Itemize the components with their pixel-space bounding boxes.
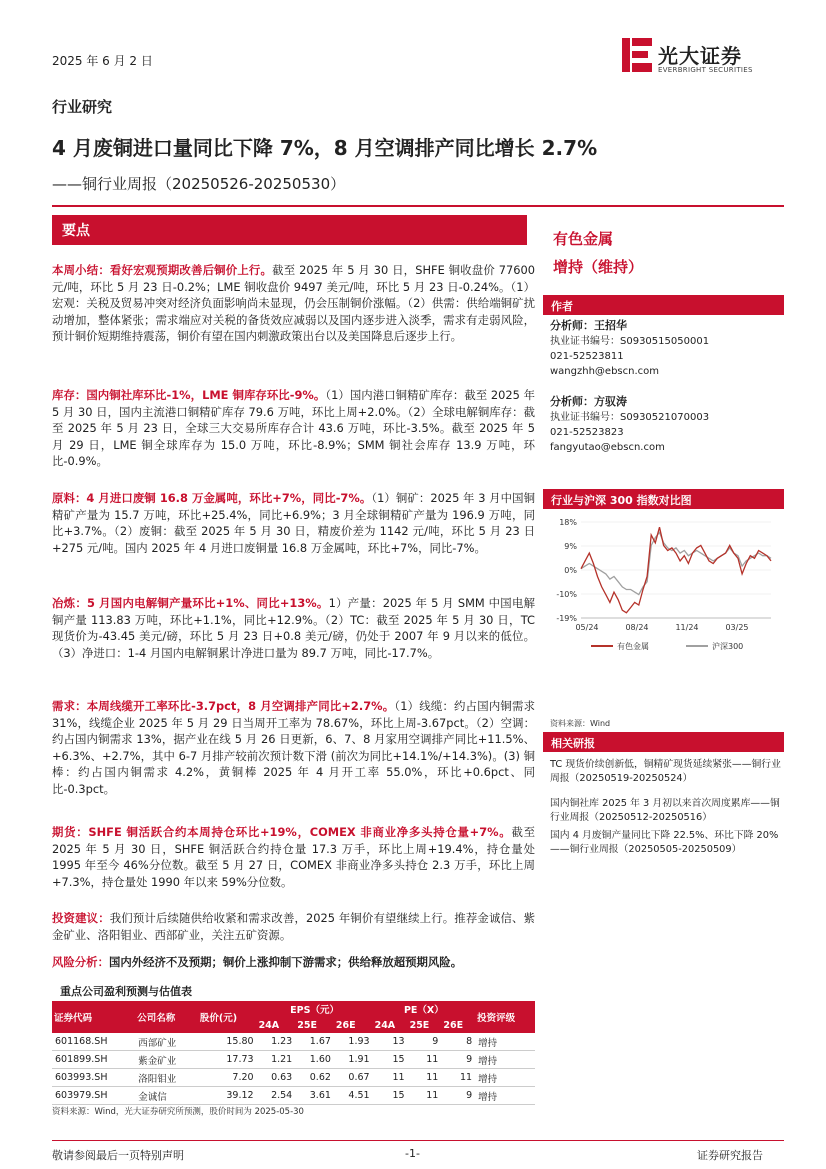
cell-pe: 11 (373, 1069, 408, 1087)
related-header (543, 732, 784, 752)
demand-paragraph: 需求：本周线缆开工率环比-3.7pct，8 月空调排产同比+2.7%。（1）线缆：约占国内铜需求 31%，线缆企业 2025 年 5 月 29 日当周开工率为 78.67%，环比上周-3.67pct。（2）空调：约占国内铜需求 13%，据产业在线 5 月 26 日更新，6、7、8 月家用空调排产同比+11.5%、+6.3%、+2.7%，其中 6-7 月排产较前次预计数下滑 (前次为同比+14.1%/+14.3%)。(3) 铜棒：约占国内铜需求 4.2%，黄铜棒 2025 年 4 月开工率 55.0%，环比+0.6pct、同比-0.3pct。 (52, 699, 535, 796)
divider (52, 205, 784, 207)
cell-pe: 11 (408, 1051, 442, 1069)
cell-pe: 11 (408, 1087, 442, 1105)
cell-name: 紫金矿业 (135, 1051, 198, 1069)
analyst-name: 分析师：方驭涛 (550, 395, 627, 408)
cell-price: 7.20 (198, 1069, 257, 1087)
cell-pe: 11 (441, 1069, 475, 1087)
cell-pe: 15 (373, 1087, 408, 1105)
performance-chart (545, 514, 785, 664)
table-title: 重点公司盈利预测与估值表 (60, 985, 192, 998)
header-price: 股价(元) (198, 1001, 257, 1033)
cell-eps: 3.61 (295, 1087, 334, 1105)
cell-name: 金诚信 (135, 1087, 198, 1105)
page-number: -1- (405, 1147, 420, 1160)
cell-code: 603979.SH (52, 1087, 135, 1105)
chart-x-tick-label: 05/24 (575, 623, 599, 632)
footer-divider (52, 1140, 784, 1141)
analyst-phone: 021-52523811 (550, 351, 624, 362)
header-eps: EPS（元） (257, 1001, 373, 1017)
header-pe: PE（X） (373, 1001, 476, 1017)
analyst-email[interactable]: fangyutao@ebscn.com (550, 442, 665, 453)
chart-series-line (581, 532, 771, 594)
table-source: 资料来源：Wind，光大证券研究所预测，股价时间为 2025-05-30 (52, 1107, 304, 1117)
cell-code: 601899.SH (52, 1051, 135, 1069)
cell-pe: 9 (408, 1033, 442, 1051)
everbright-logo (622, 36, 782, 82)
cell-eps: 0.67 (334, 1069, 373, 1087)
report-category: 行业研究 (52, 98, 113, 116)
risk-paragraph: 风险分析：国内外经济不及预期；铜价上涨抑制下游需求；供给释放超预期风险。 (52, 955, 463, 969)
cell-pe: 15 (373, 1051, 408, 1069)
authors-header (543, 295, 784, 315)
header-year: 25E (295, 1017, 334, 1033)
footer-disclaimer: 敬请参阅最后一页特别声明 (52, 1149, 184, 1162)
cell-rating: 增持 (475, 1051, 535, 1069)
chart-x-tick-label: 03/25 (725, 623, 749, 632)
cell-price: 15.80 (198, 1033, 257, 1051)
chart-y-tick-label: 0% (564, 566, 577, 575)
summary-paragraph: 本周小结：看好宏观预期改善后铜价上行。截至 2025 年 5 月 30 日，SHFE 铜收盘价 77600 元/吨，环比 5 月 23 日-0.2%；LME 铜收盘价 9497 美元/吨，环比 5 月 23 日-0.24%。（1）宏观：关税及贸易冲突对经济负面影响尚未显现，仍会压制铜价涨幅。（2）供需：供给端铜矿扰动增加，整体紧张；需求端应对关税的备货效应减弱以及国内逐步进入淡季，需求有走弱风险，预计铜价短期维持震荡，铜价有望在国内刺激政策出台以及美国降息后逐步上行。 (52, 263, 535, 344)
related-report-link[interactable]: TC 现货价续创新低，铜精矿现货延续紧张——铜行业周报（20250519-20250524） (550, 759, 781, 784)
cell-eps: 1.21 (257, 1051, 296, 1069)
investment-advice-paragraph: 投资建议：我们预计后续随供给收紧和需求改善，2025 年铜价有望继续上行。推荐金诚信、紫金矿业、洛阳钼业、西部矿业，关注五矿资源。 (52, 911, 535, 942)
earnings-table (52, 1001, 535, 1105)
header-rating: 投资评级 (475, 1001, 535, 1033)
chart-y-tick-label: 18% (559, 518, 577, 527)
table-row (52, 1033, 535, 1051)
cell-eps: 4.51 (334, 1087, 373, 1105)
cell-rating: 增持 (475, 1033, 535, 1051)
table-header-row (52, 1001, 535, 1017)
header-name: 公司名称 (135, 1001, 198, 1033)
report-subtitle: ——铜行业周报（20250526-20250530） (52, 175, 346, 193)
report-date: 2025 年 6 月 2 日 (52, 54, 153, 68)
chart-y-tick-label: -19% (556, 614, 577, 623)
related-label: 相关研报 (551, 737, 595, 750)
cell-rating: 增持 (475, 1069, 535, 1087)
chart-y-tick-label: 9% (564, 542, 577, 551)
table-row (52, 1051, 535, 1069)
chart-header (543, 489, 784, 509)
cell-price: 17.73 (198, 1051, 257, 1069)
header-year: 24A (373, 1017, 408, 1033)
cell-eps: 1.67 (295, 1033, 334, 1051)
chart-source: 资料来源：Wind (550, 719, 611, 728)
sector-name: 有色金属 (553, 230, 614, 248)
cell-pe: 9 (441, 1051, 475, 1069)
logo-text-en: EVERBRIGHT SECURITIES (658, 66, 753, 74)
chart-legend-label: 沪深300 (712, 642, 744, 651)
header-code: 证券代码 (52, 1001, 135, 1033)
chart-y-tick-label: -10% (556, 590, 577, 599)
related-report-link[interactable]: 国内 4 月废铜产量同比下降 22.5%、环比下降 20%——铜行业周报（20250505-20250509） (550, 830, 779, 855)
analyst-block (550, 318, 709, 379)
report-title: 4 月废铜进口量同比下降 7%，8 月空调排产同比增长 2.7% (52, 136, 598, 160)
chart-legend-label: 有色金属 (617, 642, 649, 651)
cell-name: 西部矿业 (135, 1033, 198, 1051)
cell-eps: 2.54 (257, 1087, 296, 1105)
analyst-cert: 执业证书编号：S0930515050001 (550, 336, 710, 347)
cell-pe: 9 (441, 1087, 475, 1105)
cell-eps: 1.60 (295, 1051, 334, 1069)
header-year: 26E (441, 1017, 475, 1033)
everbright-logo-icon (622, 36, 652, 74)
cell-eps: 0.62 (295, 1069, 334, 1087)
header-year: 25E (408, 1017, 442, 1033)
cell-eps: 1.93 (334, 1033, 373, 1051)
sector-rating: 增持（维持） (553, 258, 644, 276)
futures-paragraph: 期货：SHFE 铜活跃合约本周持仓环比+19%，COMEX 非商业净多头持仓量+7%。截至 2025 年 5 月 30 日，SHFE 铜活跃合约持仓量 17.3 万手，环比上周+19.4%，持仓量处 1995 年至今 46%分位数。截至 5 月 27 日，COMEX 非商业净多头持仓 2.3 万手，环比上周+7.3%，持仓量处 1990 年以来 59%分位数。 (52, 825, 535, 889)
cell-code: 603993.SH (52, 1069, 135, 1087)
smelting-paragraph: 冶炼：5 月国内电解铜产量环比+1%、同比+13%。1）产量：2025 年 5 月 SMM 中国电解铜产量 113.83 万吨，环比+1.1%，同比+12.9%。（2）TC：截至 2025 年 5 月 30 日，TC 现货价为-43.45 美元/磅，环比 5 月 23 日+0.8 美元/磅，仍处于 2007 年 9 月以来的低位。（3）净进口：1-4 月国内电解铜累计净进口量为 89.7 万吨，同比-17.7%。 (52, 596, 535, 660)
logo-text-cn: 光大证券 (658, 44, 742, 68)
cell-code: 601168.SH (52, 1033, 135, 1051)
cell-eps: 1.23 (257, 1033, 296, 1051)
cell-pe: 11 (408, 1069, 442, 1087)
cell-eps: 0.63 (257, 1069, 296, 1087)
raw-material-paragraph: 原料：4 月进口废铜 16.8 万金属吨，环比+7%，同比-7%。（1）铜矿：2025 年 3 月中国铜精矿产量为 15.7 万吨，环比+25.4%，同比+6.9%；3 月全球铜精矿产量为 196.9 万吨，同比+3.7%。（2）废铜：截至 2025 年 5 月 30 日，精废价差为 1142 元/吨，环比 5 月 23 日+275 元/吨。国内 2025 年 4 月进口废铜量 16.8 万金属吨，环比+7%，同比-7%。 (52, 491, 535, 555)
table-row (52, 1087, 535, 1105)
related-report-link[interactable]: 国内铜社库 2025 年 3 月初以来首次周度累库——铜行业周报（20250512-20250516） (550, 798, 780, 823)
header-year: 24A (257, 1017, 296, 1033)
cell-eps: 1.91 (334, 1051, 373, 1069)
cell-pe: 13 (373, 1033, 408, 1051)
analyst-name: 分析师：王招华 (550, 319, 627, 332)
keypoints-header (52, 215, 527, 245)
chart-label: 行业与沪深 300 指数对比图 (551, 494, 692, 507)
cell-rating: 增持 (475, 1087, 535, 1105)
cell-pe: 8 (441, 1033, 475, 1051)
header-year: 26E (334, 1017, 373, 1033)
table-row (52, 1069, 535, 1087)
analyst-block (550, 394, 709, 455)
authors-label: 作者 (551, 300, 573, 313)
inventory-paragraph: 库存：国内铜社库环比-1%，LME 铜库存环比-9%。（1）国内港口铜精矿库存：截至 2025 年 5 月 30 日，国内主流港口铜精矿库存 79.6 万吨，环比上周+2.0%。（2）全球电解铜库存：截至 2025 年 5 月 23 日，全球三大交易所库存合计 43.6 万吨，环比-3.5%。截至 2025 年 5 月 29 日，LME 铜全球库存为 15.0 万吨，环比-8.9%；SMM 铜社会库存 13.9 万吨，环比-0.9%。 (52, 388, 535, 469)
chart-x-tick-label: 11/24 (675, 623, 699, 632)
footer-report-type: 证券研究报告 (697, 1149, 763, 1162)
chart-x-tick-label: 08/24 (625, 623, 649, 632)
analyst-email[interactable]: wangzhh@ebscn.com (550, 366, 659, 377)
analyst-phone: 021-52523823 (550, 427, 624, 438)
cell-price: 39.12 (198, 1087, 257, 1105)
keypoints-label: 要点 (62, 223, 90, 239)
analyst-cert: 执业证书编号：S0930521070003 (550, 412, 710, 423)
cell-name: 洛阳钼业 (135, 1069, 198, 1087)
